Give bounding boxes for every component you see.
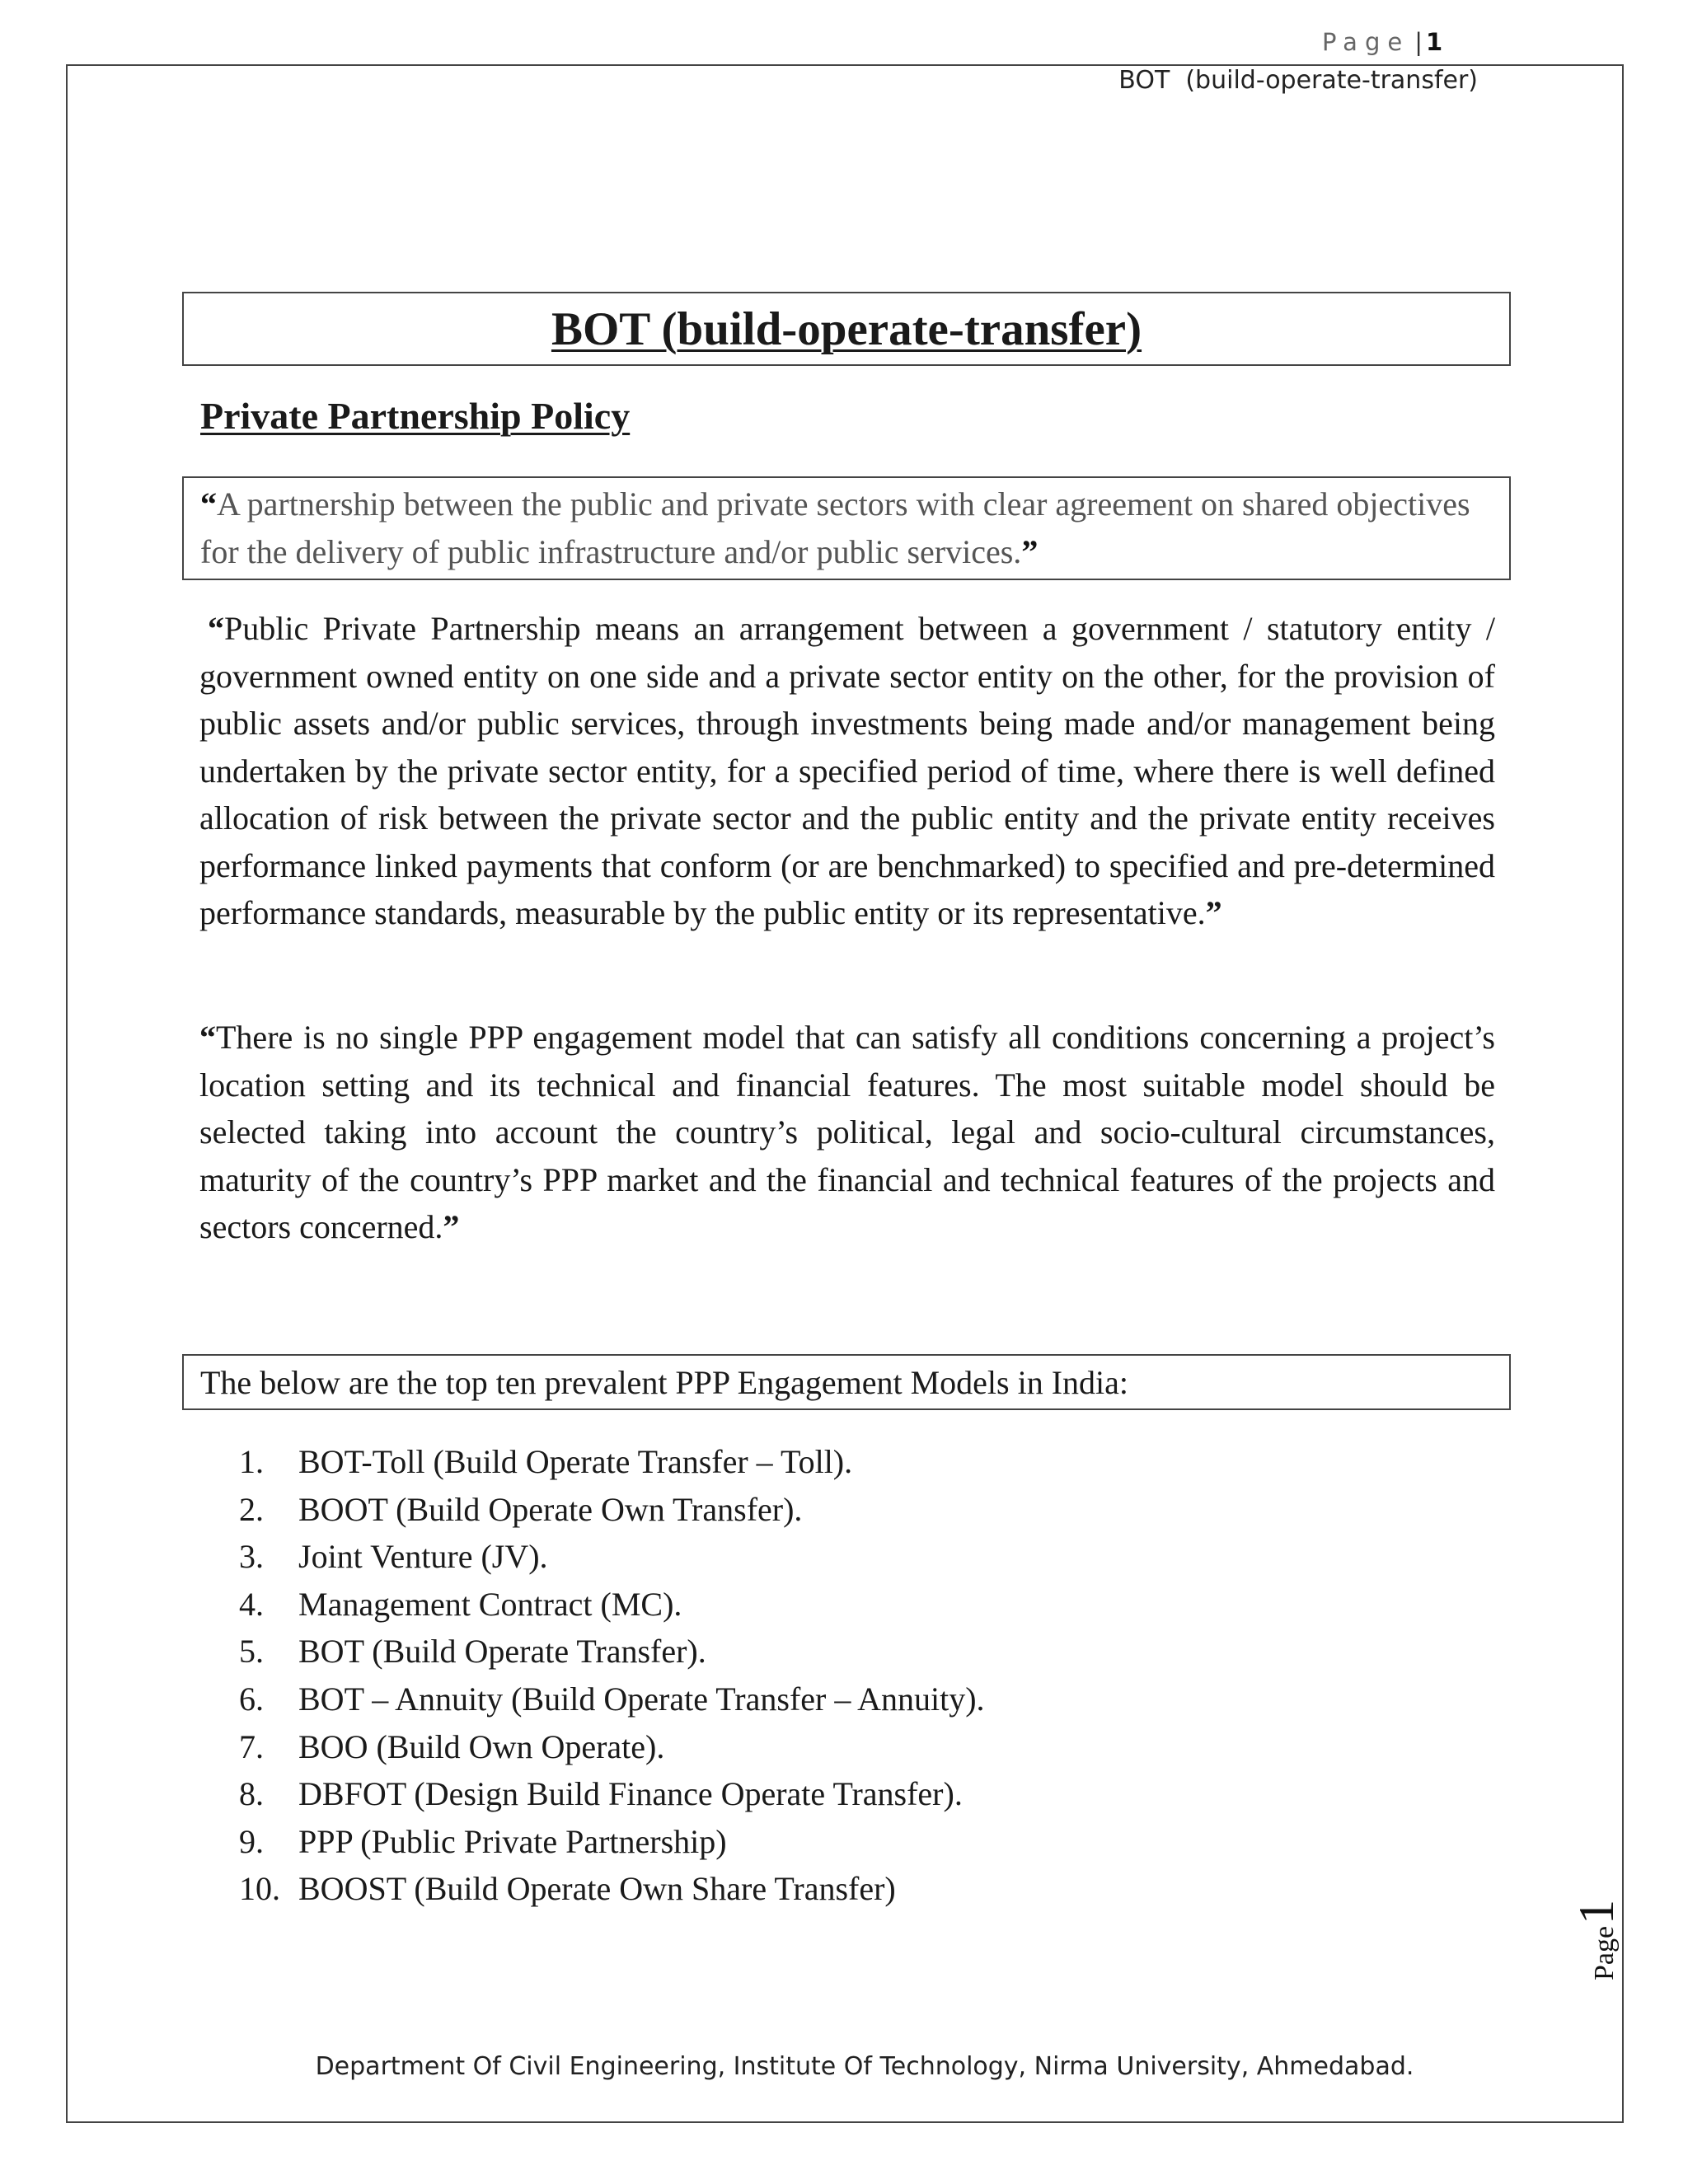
quote-open-mark: “ [199, 1019, 216, 1056]
page-label: Page [1322, 28, 1410, 56]
side-page-digit: 1 [1569, 1899, 1624, 1924]
list-item-number: 1. [239, 1443, 264, 1480]
list-item-number: 9. [239, 1822, 264, 1860]
list-item-text: BOO (Build Own Operate). [298, 1727, 665, 1765]
models-list [239, 1438, 985, 1913]
models-intro-text: The below are the top ten prevalent PPP Engagement Models in India: [200, 1363, 1129, 1401]
page-header-number [1322, 28, 1442, 56]
list-item-text: BOT (Build Operate Transfer). [298, 1633, 706, 1671]
list-item-number: 5. [239, 1633, 264, 1671]
list-item-text: DBFOT (Design Build Finance Operate Transfer). [298, 1775, 963, 1813]
side-page-number [1562, 1883, 1628, 1990]
list-item [239, 1723, 985, 1771]
list-item-number: 7. [239, 1727, 264, 1765]
page-footer: Department Of Civil Engineering, Institute Of Technology, Nirma University, Ahmedabad. [315, 2052, 1414, 2081]
page-number: 1 [1426, 28, 1443, 56]
ppp-model-paragraph [199, 1014, 1495, 1251]
list-item [239, 1770, 985, 1818]
section-heading: Private Partnership Policy [200, 395, 631, 437]
quote-open-mark: “ [208, 610, 224, 647]
quote-open-mark: “ [200, 485, 217, 523]
title-box [182, 292, 1511, 366]
ppp-definition-paragraph [199, 605, 1495, 937]
list-item-number: 2. [239, 1490, 264, 1528]
definition-quote [200, 480, 1493, 576]
list-item [239, 1818, 985, 1866]
definition-quote-box [182, 476, 1511, 580]
list-item [239, 1486, 985, 1534]
list-item-number: 4. [239, 1585, 264, 1623]
list-item [239, 1438, 985, 1486]
list-item [239, 1533, 985, 1581]
list-item [239, 1628, 985, 1675]
quote-text: A partnership between the public and private sectors with clear agreement on shared objectives for the delivery of public infrastructure and/or public services. [200, 485, 1470, 570]
list-item-text: BOOT (Build Operate Own Transfer). [298, 1490, 803, 1528]
paragraph-text: Public Private Partnership means an arrangement between a government / statutory entity / government owned entity on one side and a private sector entity on the other, for the provision of public assets and/or public services, through investments being made and/or management being undertaken by the private sector entity, for a specified period of time, where there is well defined allocation of risk between the private sector and the public entity and the private entity receives performance linked payments that conform (or are benchmarked) to specified and pre-determined performance standards, measurable by the public entity or its representative. [199, 610, 1495, 931]
page-separator: | [1414, 28, 1423, 56]
quote-close-mark: ” [443, 1208, 460, 1245]
running-header-title: BOT (build-operate-transfer) [1118, 66, 1478, 95]
quote-close-mark: ” [1021, 533, 1039, 570]
list-item-number: 10. [239, 1870, 280, 1908]
list-item-text: PPP (Public Private Partnership) [298, 1822, 727, 1860]
list-item-number: 3. [239, 1538, 264, 1576]
list-item-number: 8. [239, 1775, 264, 1813]
list-item-number: 6. [239, 1680, 264, 1718]
quote-close-mark: ” [1205, 894, 1222, 931]
document-title: BOT (build-operate-transfer) [551, 302, 1142, 355]
side-page-rotated [1568, 1900, 1625, 1980]
list-item-text: BOOST (Build Operate Own Share Transfer) [298, 1870, 896, 1908]
side-page-label: Page [1589, 1925, 1620, 1980]
models-intro-box [182, 1354, 1511, 1410]
paragraph-text: There is no single PPP engagement model that can satisfy all conditions concerning a project’s location setting and its technical and financial features. The most suitable model should be selected taking into account the country’s political, legal and socio-cultural circumstances, maturity of the country’s PPP market and the financial and technical features of the projects and sectors concerned. [199, 1019, 1495, 1245]
list-item [239, 1865, 985, 1913]
list-item-text: Management Contract (MC). [298, 1585, 682, 1623]
list-item [239, 1675, 985, 1723]
list-item-text: BOT – Annuity (Build Operate Transfer – Annuity). [298, 1680, 985, 1718]
list-item-text: BOT-Toll (Build Operate Transfer – Toll). [298, 1443, 853, 1480]
list-item [239, 1581, 985, 1629]
list-item-text: Joint Venture (JV). [298, 1538, 548, 1576]
